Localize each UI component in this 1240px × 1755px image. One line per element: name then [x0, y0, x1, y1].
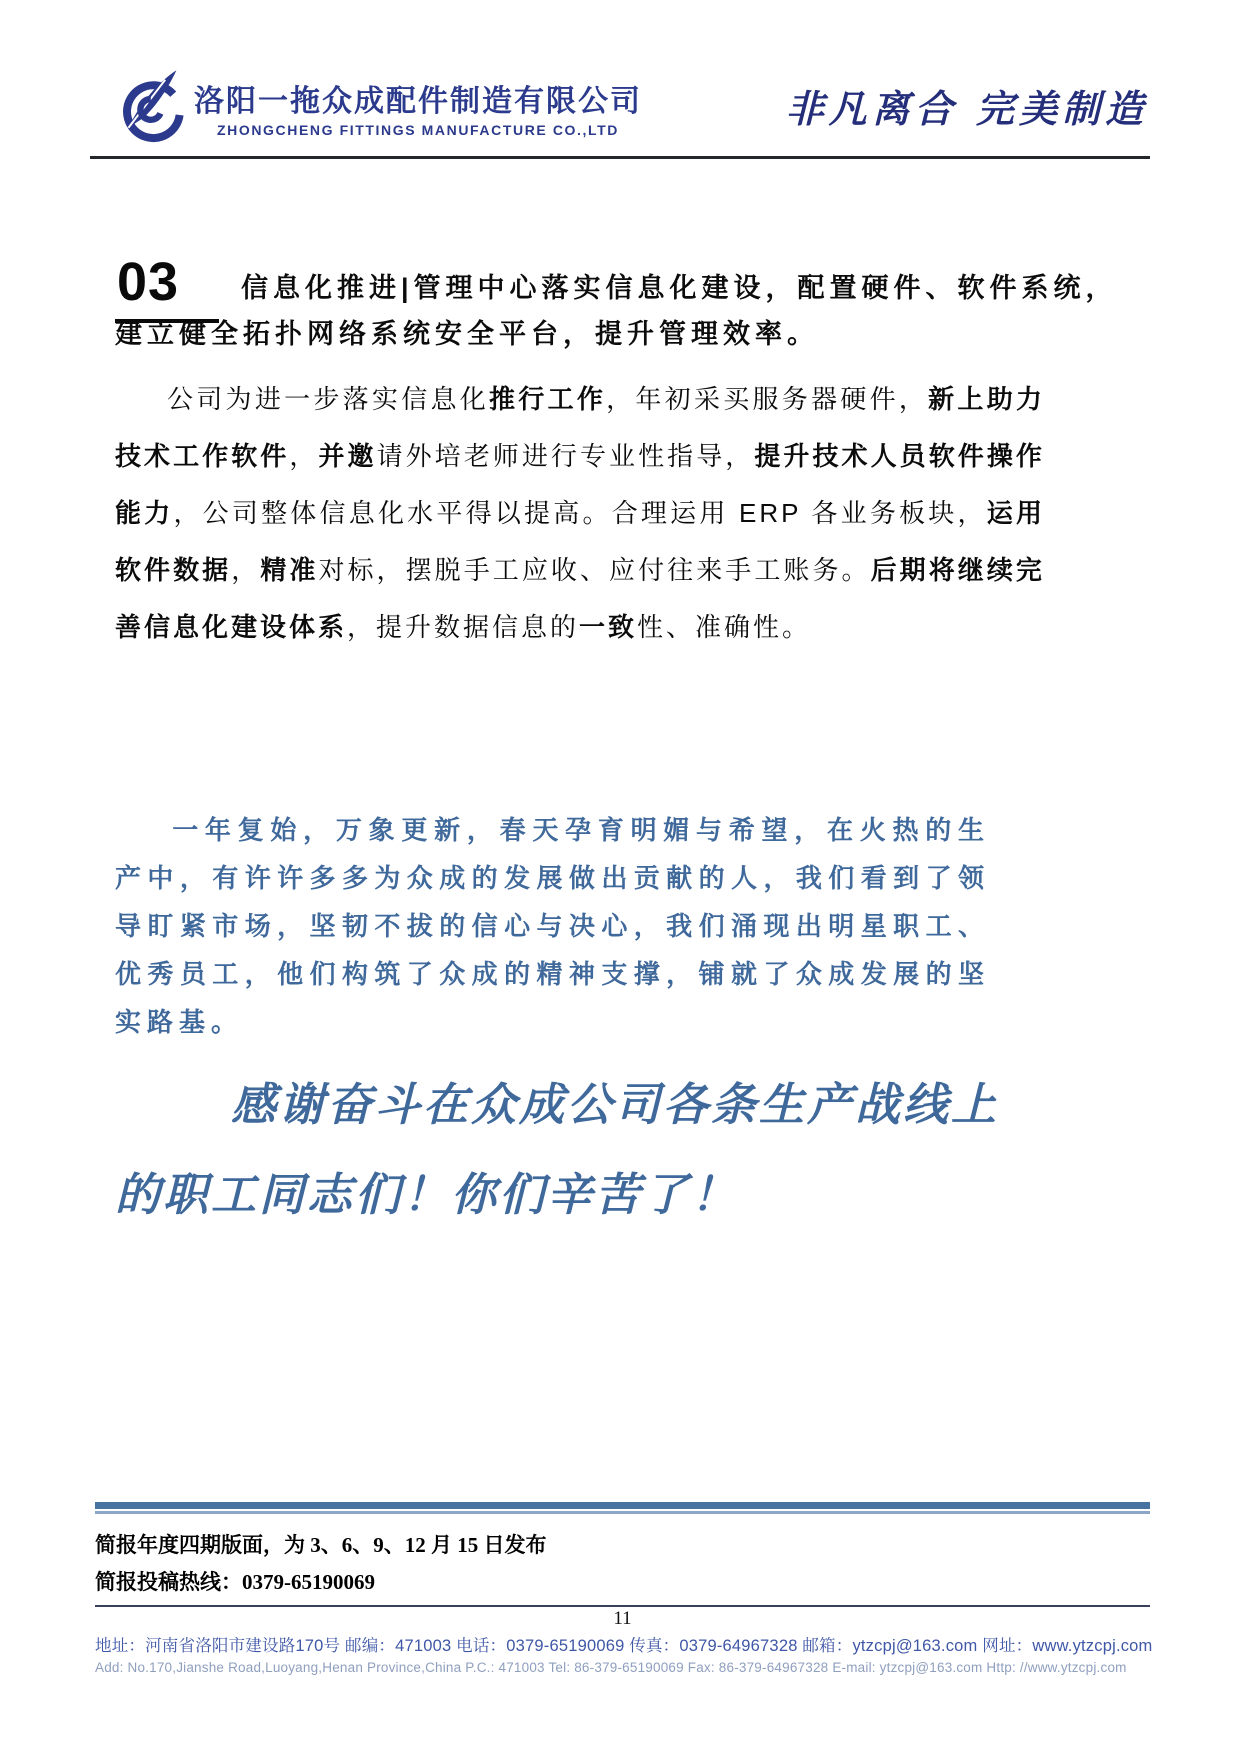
page-number: 11	[613, 1608, 632, 1629]
thanks-message: 感谢奋斗在众成公司各条生产战线上 的职工同志们！你们辛苦了！	[115, 1079, 1000, 1220]
submission-hotline	[95, 1566, 1150, 1596]
company-name-en: ZHONGCHENG FITTINGS MANUFACTURE CO.,LTD	[216, 122, 619, 138]
footer-bottom-divider	[95, 1605, 1150, 1607]
spring-message-paragraph: 一年复始，万象更新，春天孕育明媚与希望，在火热的生产中，有许许多多为众成的发展做出贡献的人，我们看到了领导盯紧市场，坚韧不拔的信心与决心，我们涌现出明星职工、优秀员工，他们构筑了众成的精神支撑，铺就了众成发展的坚实路基。	[115, 815, 990, 1037]
company-slogan: 非凡离合 完美制造	[785, 85, 1148, 131]
hotline-label: 简报投稿热线：	[95, 1570, 242, 1594]
company-address-en: Add: No.170,Jianshe Road,Luoyang,Henan Province,China P.C.: 471003 Tel: 86-379-65190069 Fax: 86-379-64967328 E-mail: ytzcpj@163.com Http: //www.ytzcpj.com	[95, 1660, 1127, 1675]
section-title: 信息化推进|管理中心落实信息化建设，配置硬件、软件系统， 建立健全拓扑网络系统安全平台，提升管理效率。	[115, 273, 1118, 349]
publish-schedule-text: 简报年度四期版面，为 3、6、9、12 月 15 日发布	[95, 1533, 547, 1557]
company-name-cn: 洛阳一拖众成配件制造有限公司	[194, 85, 642, 118]
company-name-block	[194, 76, 642, 138]
section-number: 03	[115, 255, 219, 323]
header-divider	[90, 156, 1150, 159]
page-footer	[95, 1502, 1153, 1675]
company-address-cn: 地址：河南省洛阳市建设路170号 邮编：471003 电话：0379-65190069 传真：0379-64967328 邮箱：ytzcpj@163.com 网址：www.ytzcpj.com	[95, 1637, 1153, 1655]
footer-divider-thick-bar	[95, 1502, 1150, 1509]
company-logo-icon	[106, 66, 186, 148]
footer-divider-thin-bar	[95, 1511, 1150, 1514]
page-header	[106, 0, 1148, 148]
footer-top-divider	[95, 1502, 1150, 1514]
company-logo-group	[106, 66, 642, 148]
section-heading	[115, 252, 1125, 357]
page-content	[115, 252, 1125, 1240]
hotline-number: 0379-65190069	[242, 1570, 375, 1594]
article-paragraph: 公司为进一步落实信息化推行工作，年初采买服务器硬件，新上助力技术工作软件，并邀请外培老师进行专业性指导，提升技术人员软件操作能力，公司整体信息化水平得以提高。合理运用 ERP 各业务板块，运用软件数据，精准对标，摆脱手工应收、应付往来手工账务。后期将继续完善信息化建设体系，提升数据信息的一致性、准确性。	[115, 384, 1045, 642]
